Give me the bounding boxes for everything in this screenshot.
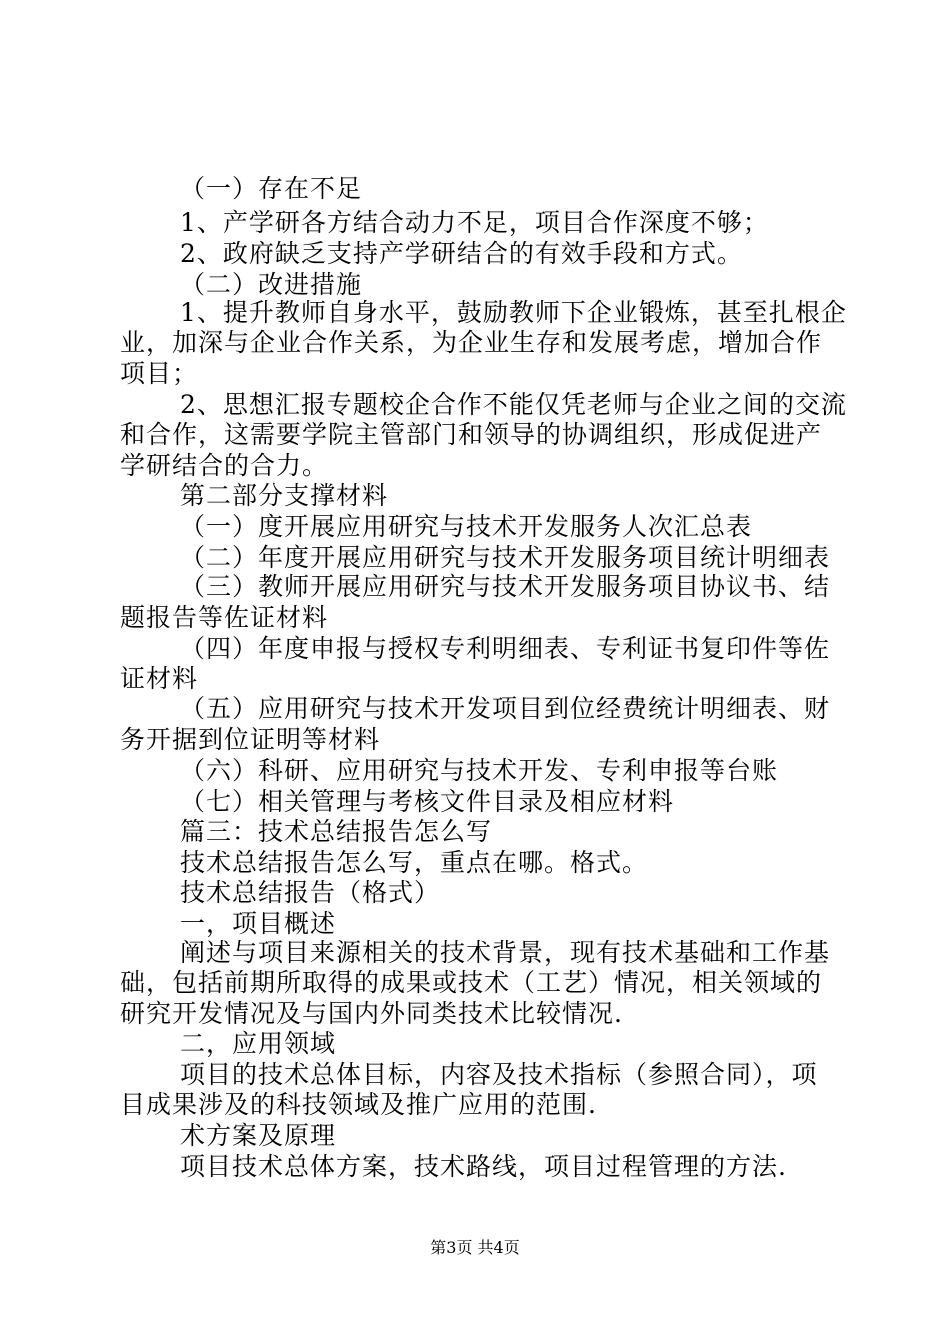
body-line: （三）教师开展应用研究与技术开发服务项目协议书、结: [180, 572, 831, 601]
body-line: （一）度开展应用研究与技术开发服务人次汇总表: [180, 512, 753, 541]
body-line: 2、政府缺乏支持产学研结合的有效手段和方式。: [180, 239, 743, 268]
body-line: 项目技术总体方案，技术路线，项目过程管理的方法.: [180, 1152, 787, 1181]
body-line: 阐述与项目来源相关的技术背景，现有技术基础和工作基: [180, 938, 831, 967]
body-line: 和合作，这需要学院主管部门和领导的协调组织，形成促进产: [120, 420, 823, 449]
body-line: 技术总结报告怎么写，重点在哪。格式。: [180, 848, 649, 877]
body-line: 1、提升教师自身水平，鼓励教师下企业锻炼，甚至扎根企: [180, 298, 847, 327]
body-line: （四）年度申报与授权专利明细表、专利证书复印件等佐: [180, 634, 831, 663]
body-line: （二）改进措施: [180, 270, 363, 299]
body-line: （六）科研、应用研究与技术开发、专利申报等台账: [180, 756, 779, 785]
body-line: 础，包括前期所取得的成果或技术（工艺）情况，相关领域的: [120, 968, 823, 997]
body-line: 2、思想汇报专题校企合作不能仅凭老师与企业之间的交流: [180, 390, 847, 419]
body-line: 学研结合的合力。: [120, 451, 329, 480]
body-line: 二，应用领域: [180, 1029, 337, 1058]
body-line: 务开据到位证明等材料: [120, 725, 381, 754]
body-line: （二）年度开展应用研究与技术开发服务项目统计明细表: [180, 543, 831, 572]
body-line: 术方案及原理: [180, 1121, 337, 1150]
body-line: 技术总结报告（格式）: [180, 878, 441, 907]
body-line: 1、产学研各方结合动力不足，项目合作深度不够；: [180, 208, 769, 237]
body-line: 题报告等佐证材料: [120, 603, 329, 632]
body-line: 项目的技术总体目标，内容及技术指标（参照合同），项: [180, 1060, 818, 1089]
section-heading: 第二部分支撑材料: [180, 481, 389, 510]
body-line: 研究开发情况及与国内外同类技术比较情况.: [120, 999, 623, 1028]
section-heading: 篇三：技术总结报告怎么写: [180, 817, 493, 846]
body-line: 业，加深与企业合作关系，为企业生存和发展考虑，增加合作: [120, 328, 823, 357]
body-line: 证材料: [120, 664, 199, 693]
body-line: （一）存在不足: [180, 174, 363, 203]
page-footer: 第3页 共4页: [430, 1238, 520, 1257]
body-line: 目成果涉及的科技领域及推广应用的范围.: [120, 1090, 597, 1119]
body-line: 一，项目概述: [180, 909, 337, 938]
body-line: （七）相关管理与考核文件目录及相应材料: [180, 787, 675, 816]
body-line: 项目；: [120, 359, 199, 388]
body-line: （五）应用研究与技术开发项目到位经费统计明细表、财: [180, 694, 831, 723]
